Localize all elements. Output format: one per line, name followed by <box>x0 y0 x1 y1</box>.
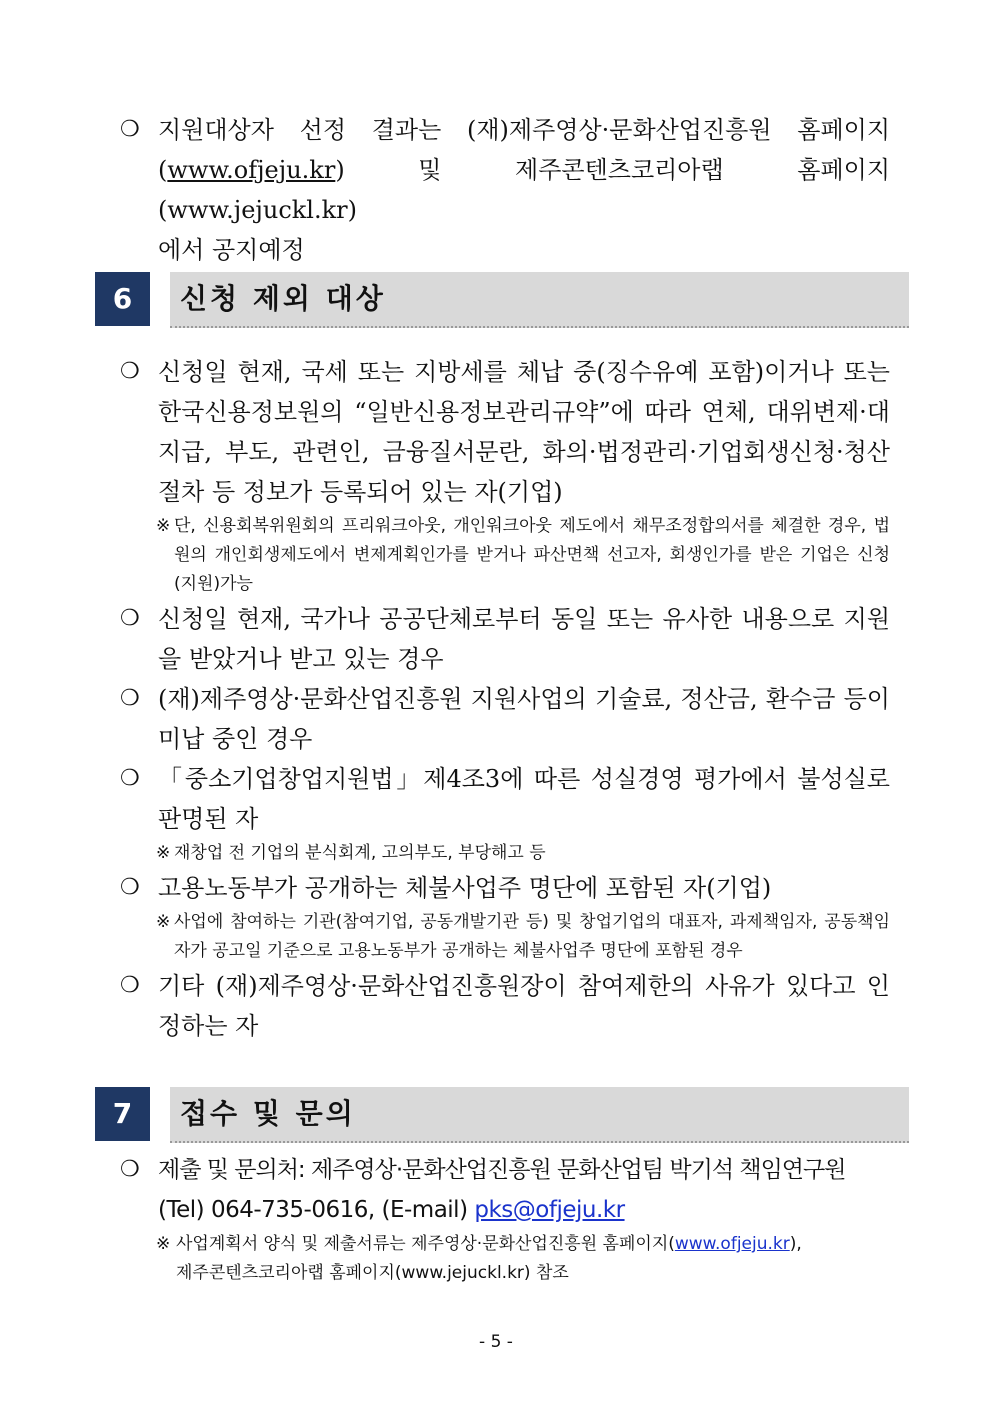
bullet-icon: ❍ <box>120 1157 140 1182</box>
bullet-icon: ❍ <box>120 117 140 142</box>
section-title-bar <box>170 1087 909 1143</box>
note-text: 재창업 전 기업의 분식회계, 고의부도, 부당해고 등 <box>174 843 546 863</box>
item-line: 지원대상자 선정 결과는 (재)제주영상·문화산업진흥원 홈페이지 <box>158 116 890 144</box>
section-title: 신청 제외 대상 <box>180 282 386 315</box>
list-item <box>120 679 890 759</box>
section5-item: ❍ 지원대상자 선정 결과는 (재)제주영상·문화산업진흥원 홈페이지 (www.ofjeju.kr) 및 제주콘텐츠코리아랩 홈페이지(www.jejuckl.kr) 에서 공지예정 <box>120 110 890 270</box>
email-link[interactable]: pks@ofjeju.kr <box>474 1197 625 1223</box>
note <box>120 1230 890 1288</box>
note-mark-icon: ※ <box>156 912 171 932</box>
item-line: 에서 공지예정 <box>158 236 305 264</box>
item-text: 「중소기업창업지원법」제4조3에 따른 성실경영 평가에서 불성실로 판명된 자 <box>158 765 890 833</box>
list-item <box>120 759 890 839</box>
item-text: 신청일 현재, 국세 또는 지방세를 체납 중(징수유예 포함)이거나 또는 한국신용정보원의 “일반신용정보관리규약”에 따라 연체, 대위변제·대지급, 부도, 관련인, 금융질서문란, 화의·법정관리·기업회생신청·청산절차 등 정보가 등록되어 있는 자(기업) <box>158 358 890 506</box>
note-text: 사업계획서 양식 및 제출서류는 제주영상·문화산업진흥원 홈페이지( <box>176 1234 675 1254</box>
item-line: ) 및 제주콘텐츠코리아랩 홈페이지(www.jejuckl.kr) <box>158 156 890 224</box>
bullet-icon: ❍ <box>120 359 140 384</box>
section7-contact <box>120 1150 890 1288</box>
item-text: 고용노동부가 공개하는 체불사업주 명단에 포함된 자(기업) <box>158 874 772 902</box>
bullet-icon: ❍ <box>120 973 140 998</box>
note <box>120 839 890 868</box>
ofjeju-link[interactable]: www.ofjeju.kr <box>167 156 336 184</box>
bullet-icon: ❍ <box>120 686 140 711</box>
ofjeju-link[interactable]: www.ofjeju.kr <box>674 1234 790 1254</box>
list-item <box>120 599 890 679</box>
note <box>120 512 890 599</box>
item-text: (재)제주영상·문화산업진흥원 지원사업의 기술료, 정산금, 환수금 등이 미납 중인 경우 <box>158 685 890 753</box>
section-title: 접수 및 문의 <box>180 1097 356 1130</box>
section-title-bar <box>170 272 909 328</box>
section-heading-7 <box>95 1087 909 1141</box>
note-mark-icon: ※ <box>156 516 171 536</box>
bullet-icon: ❍ <box>120 766 140 791</box>
list-item <box>120 868 890 908</box>
item-text: 신청일 현재, 국가나 공공단체로부터 동일 또는 유사한 내용으로 지원을 받았거나 받고 있는 경우 <box>158 605 890 673</box>
section-number: 6 <box>95 272 150 326</box>
note-text: 제주콘텐츠코리아랩 홈페이지(www.jejuckl.kr) 참조 <box>176 1263 569 1283</box>
note-text: 사업에 참여하는 기관(참여기업, 공동개발기관 등) 및 창업기업의 대표자, 과제책임자, 공동책임자가 공고일 기준으로 고용노동부가 공개하는 체불사업주 명단에 포함된 경우 <box>174 912 890 961</box>
contact-phone: (Tel) 064-735-0616, (E-mail) <box>158 1197 475 1223</box>
section-heading-6 <box>95 272 909 326</box>
bullet-icon: ❍ <box>120 875 140 900</box>
section-number: 7 <box>95 1087 150 1141</box>
page-number: - 5 - <box>479 1332 513 1352</box>
contact-item <box>120 1150 890 1230</box>
contact-line: 제출 및 문의처: 제주영상·문화산업진흥원 문화산업팀 박기석 책임연구원 <box>158 1157 846 1183</box>
section6-list <box>120 352 890 1046</box>
bullet-icon: ❍ <box>120 606 140 631</box>
note-mark-icon: ※ <box>156 843 171 863</box>
item-text: 기타 (재)제주영상·문화산업진흥원장이 참여제한의 사유가 있다고 인정하는 자 <box>158 972 890 1040</box>
note-mark-icon: ※ <box>156 1234 171 1254</box>
list-item <box>120 966 890 1046</box>
list-item <box>120 352 890 512</box>
note-text: ), <box>789 1234 802 1254</box>
note-text: 단, 신용회복위원회의 프리워크아웃, 개인워크아웃 제도에서 채무조정합의서를 체결한 경우, 법원의 개인회생제도에서 변제계획인가를 받거나 파산면책 선고자, 회생인가를 받은 기업은 신청(지원)가능 <box>174 516 890 594</box>
note <box>120 908 890 966</box>
